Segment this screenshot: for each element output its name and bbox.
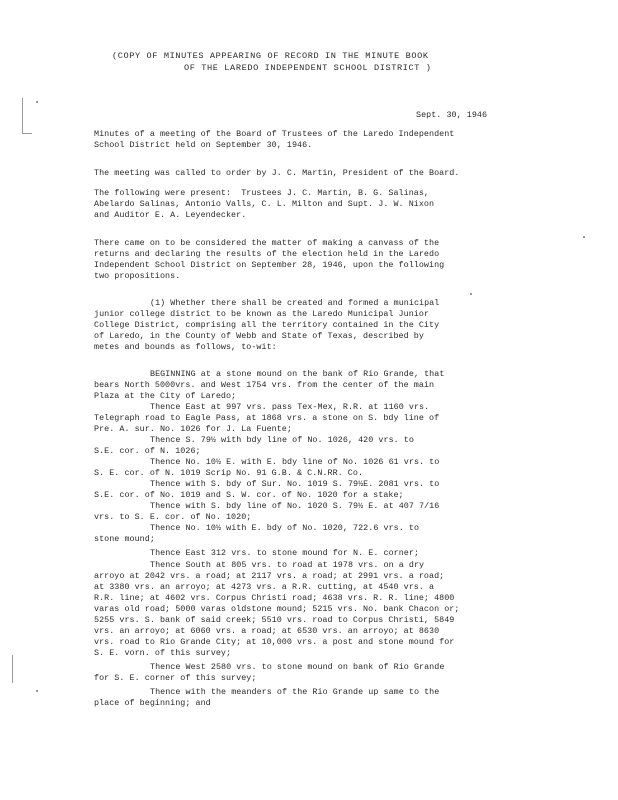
metes-line: vrs. to S. E. cor. of No. 1020; [94, 512, 252, 522]
metes-line: Thence S. 79½ with bdy line of No. 1026, 420 vrs. to [150, 435, 414, 445]
canvass-line: two propositions. [94, 271, 181, 281]
metes-line: vrs. road to Rio Grande City; at 10,000 vrs. a post and stone mound for [94, 637, 455, 647]
intro-line: School District held on September 30, 1946. [94, 140, 313, 150]
proposition-line: metes and bounds as follows, to-wit: [94, 342, 277, 352]
metes-line: vrs. an arroyo; at 6060 vrs. a road; at 6530 vrs. an arroyo; at 8630 [94, 626, 440, 636]
canvass-line: Independent School District on September 28, 1946, upon the following [94, 260, 445, 270]
metes-line: Thence West 2580 vrs. to stone mound on bank of Rio Grande [150, 662, 445, 672]
present-line: The following were present: Trustees J. C. Martin, B. G. Salinas, [94, 188, 430, 198]
metes-line: bears North 5000vrs. and West 1754 vrs. from the center of the main [94, 380, 435, 390]
metes-line: R.R. line; at 4602 vrs. Corpus Christi road; 4638 vrs. R. R. line; 4800 [94, 593, 455, 603]
metes-line: Thence No. 10½ with E. bdy of No. 1020, 722.6 vrs. to [150, 523, 420, 533]
metes-line: arroyo at 2042 vrs. a road; at 2117 vrs. a road; at 2991 vrs. a road; [94, 571, 445, 581]
metes-line: S.E. cor. of No. 1019 and S. W. cor. of No. 1020 for a stake; [94, 490, 404, 500]
speck [36, 101, 38, 103]
speck [583, 236, 585, 238]
metes-line: Telegraph road to Eagle Pass, at 1868 vrs. a stone on S. bdy line of [94, 413, 440, 423]
metes-line: Thence with the meanders of the Rio Grande up same to the [150, 687, 440, 697]
header-line-1: (COPY OF MINUTES APPEARING OF RECORD IN THE MINUTE BOOK [112, 51, 429, 61]
speck [36, 690, 38, 692]
metes-line: Pre. A. sur. No. 1026 for J. La Fuente; [94, 424, 292, 434]
present-line: Abelardo Salinas, Antonio Valls, C. L. Milton and Supt. J. W. Nixon [94, 199, 435, 209]
margin-mark-top [22, 98, 23, 134]
margin-mark-top-foot [22, 133, 32, 134]
metes-line: Thence South at 805 vrs. to road at 1978 vrs. on a dry [150, 560, 425, 570]
called-to-order: The meeting was called to order by J. C. Martin, President of the Board. [94, 168, 460, 178]
metes-line: 5255 vrs. S. bank of said creek; 5510 vrs. road to Corpus Christi, 5849 [94, 615, 455, 625]
proposition-line: junior college district to be known as the Laredo Municipal Junior [94, 309, 430, 319]
metes-line: Thence East 312 vrs. to stone mound for N. E. corner; [150, 548, 420, 558]
metes-line: S. E. vorn. of this survey; [94, 648, 232, 658]
metes-line: varas old road; 5000 varas oldstone mound; 5215 vrs. No. bank Chacon or; [94, 604, 460, 614]
margin-mark-bottom [12, 655, 13, 683]
canvass-line: returns and declaring the results of the election held in the Laredo [94, 249, 440, 259]
metes-line: BEGINNING at a stone mound on the bank of Rio Grande, that [150, 369, 445, 379]
document-date: Sept. 30, 1946 [416, 110, 488, 120]
metes-line: for S. E. corner of this survey; [94, 673, 257, 683]
metes-line: stone mound; [94, 534, 155, 544]
metes-line: place of beginning; and [94, 698, 211, 708]
intro-line: Minutes of a meeting of the Board of Trustees of the Laredo Independent [94, 129, 455, 139]
proposition-line: of Laredo, in the County of Webb and State of Texas, described by [94, 331, 424, 341]
present-line: and Auditor E. A. Leyendecker. [94, 210, 247, 220]
speck [470, 293, 472, 295]
proposition-line: College District, comprising all the territory contained in the City [94, 320, 440, 330]
proposition-line: (1) Whether there shall be created and formed a municipal [150, 298, 440, 308]
metes-line: Thence East at 997 vrs. pass Tex-Mex, R.R. at 1160 vrs. [150, 402, 430, 412]
canvass-line: There came on to be considered the matter of making a canvass of the [94, 238, 440, 248]
metes-line: S.E. cor. of N. 1026; [94, 446, 201, 456]
metes-line: Thence with S. bdy of Sur. No. 1019 S. 79½E. 2081 vrs. to [150, 479, 440, 489]
metes-line: Plaza at the City of Laredo; [94, 391, 237, 401]
header-line-2: OF THE LAREDO INDEPENDENT SCHOOL DISTRICT ) [184, 63, 432, 73]
metes-line: Thence No. 10½ E. with E. bdy line of No. 1026 61 vrs. to [150, 457, 440, 467]
metes-line: S. E. cor. of N. 1019 Scrip No. 91 G.B. & C.N.RR. Co. [94, 468, 364, 478]
metes-line: Thence with S. bdy line of No. 1020 S. 79½ E. at 407 7/16 [150, 501, 440, 511]
metes-line: at 3380 vrs. an arroyo; at 4273 vrs. a R.R. cutting, at 4540 vrs. a [94, 582, 435, 592]
